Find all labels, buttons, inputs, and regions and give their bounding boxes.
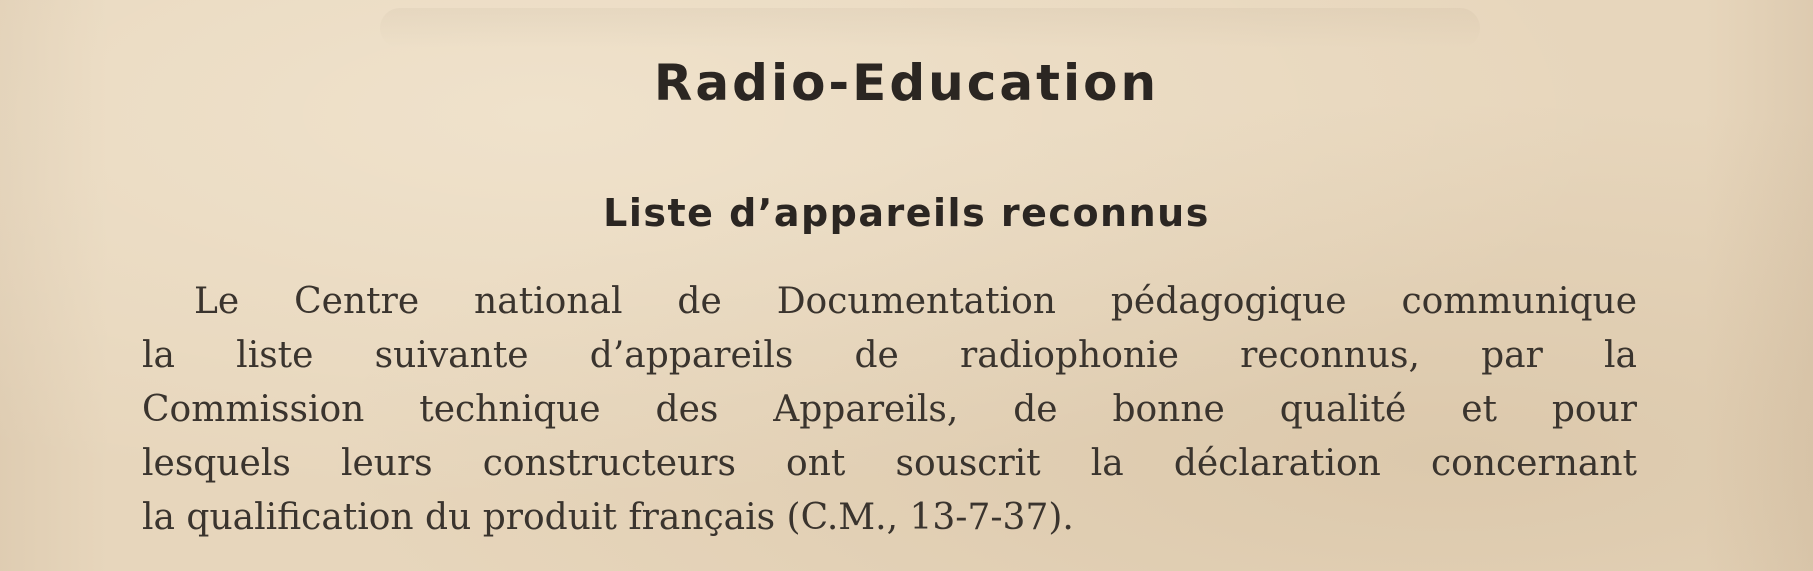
- page-title: Radio-Education: [653, 54, 1160, 112]
- body-paragraph: [142, 275, 1637, 545]
- paragraph-line: la liste suivante d’appareils de radiophonie reconnus, par la: [142, 335, 1637, 376]
- section-subtitle: Liste d’appareils reconnus: [603, 191, 1210, 235]
- paragraph-line: lesquels leurs constructeurs ont souscrit la déclaration concernant: [142, 443, 1637, 484]
- paragraph-line: la qualification du produit français (C.M., 13-7-37).: [142, 497, 1074, 538]
- paragraph-line: Commission technique des Appareils, de bonne qualité et pour: [142, 389, 1637, 430]
- paragraph-line: Le Centre national de Documentation pédagogique communique: [194, 281, 1637, 322]
- show-through-shadow: [380, 8, 1480, 48]
